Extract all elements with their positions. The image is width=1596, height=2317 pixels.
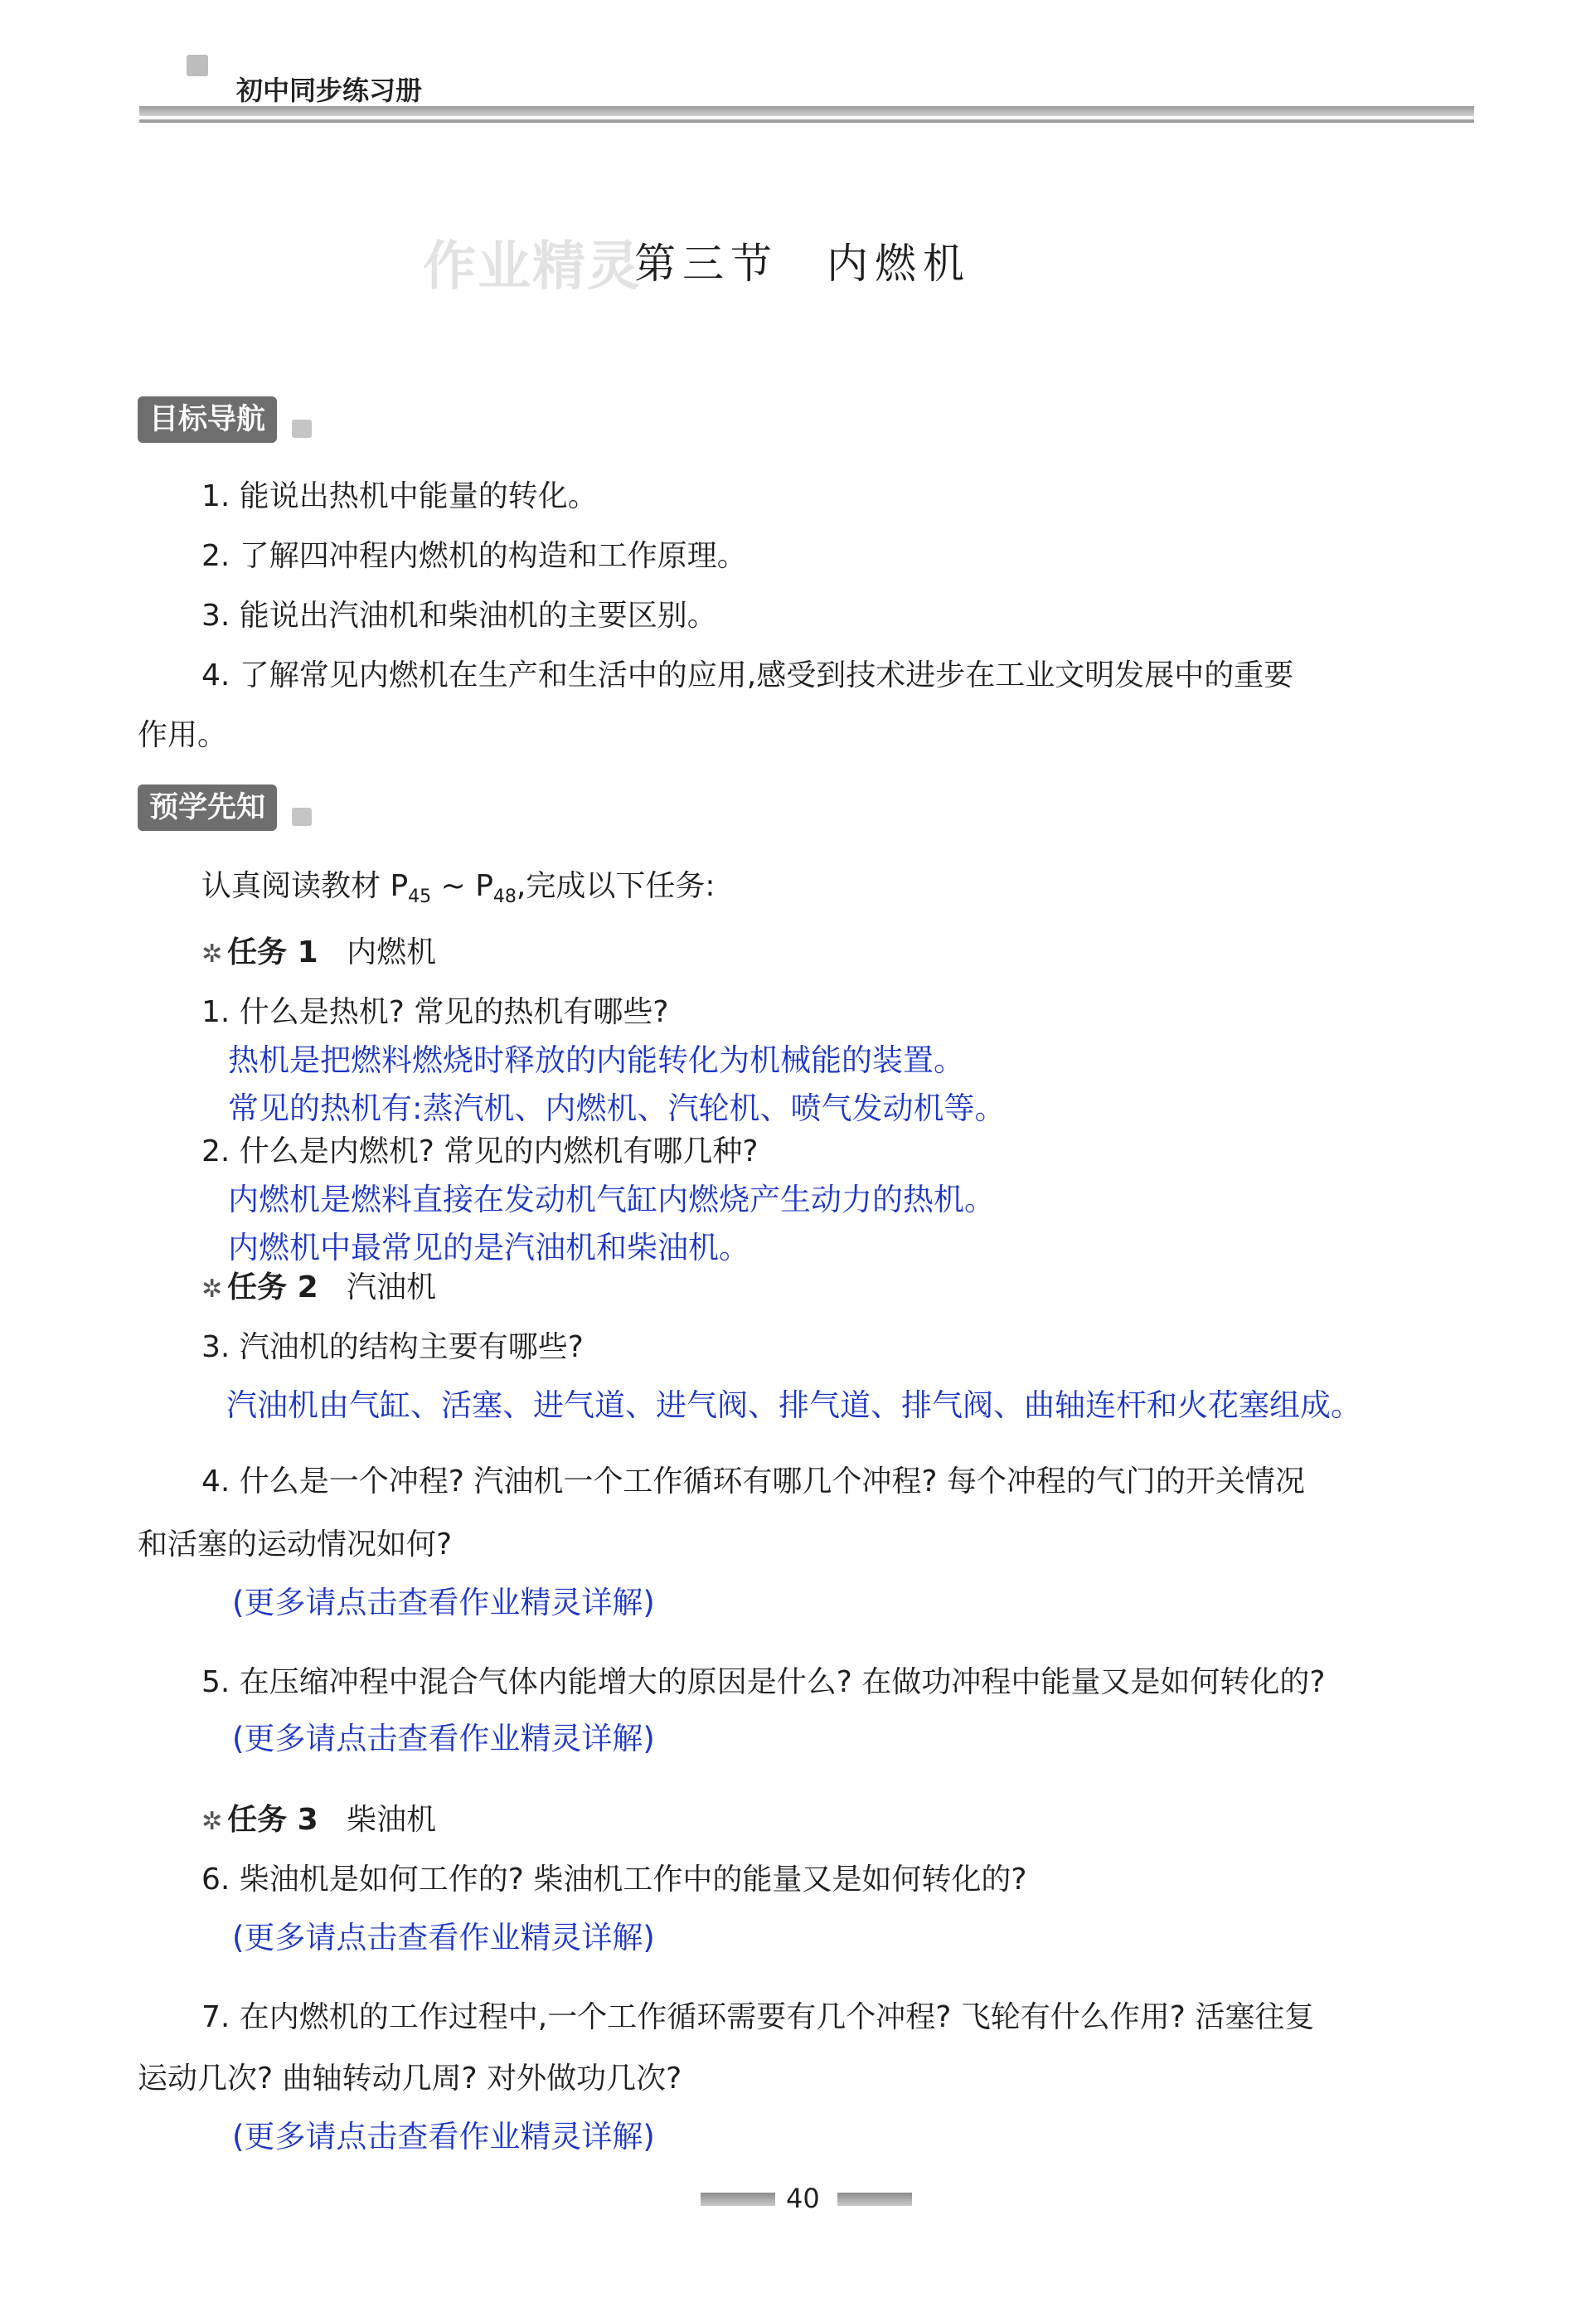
section-tag-preview: 预学先知	[138, 784, 277, 831]
header-divider	[139, 119, 1474, 123]
goal-item: 4. 了解常见内燃机在生产和生活中的应用,感受到技术进步在工业文明发展中的重要	[201, 658, 1294, 692]
chapter-title: 第三节 内燃机	[634, 240, 971, 288]
tag-decoration	[292, 420, 312, 438]
more-details-link[interactable]: (更多请点击查看作业精灵详解)	[232, 2119, 655, 2154]
goal-item: 2. 了解四冲程内燃机的构造和工作原理。	[201, 539, 747, 573]
more-details-link[interactable]: (更多请点击查看作业精灵详解)	[232, 1920, 655, 1955]
answer-1-line-2: 常见的热机有:蒸汽机、内燃机、汽轮机、喷气发动机等。	[228, 1090, 1006, 1126]
section-tag-goals: 目标导航	[138, 396, 277, 443]
task-heading: ✲ 任务 3 柴油机	[201, 1803, 437, 1837]
goal-item: 3. 能说出汽油机和柴油机的主要区别。	[201, 599, 717, 633]
question-3: 3. 汽油机的结构主要有哪些?	[201, 1330, 584, 1364]
book-title: 初中同步练习册	[236, 75, 423, 106]
question-7-line-1: 7. 在内燃机的工作过程中,一个工作循环需要有几个冲程? 飞轮有什么作用? 活塞往复	[201, 2000, 1315, 2034]
question-2: 2. 什么是内燃机? 常见的内燃机有哪几种?	[201, 1134, 759, 1168]
question-6: 6. 柴油机是如何工作的? 柴油机工作中的能量又是如何转化的?	[201, 1863, 1027, 1897]
question-1: 1. 什么是热机? 常见的热机有哪些?	[201, 995, 669, 1029]
question-4-line-2: 和活塞的运动情况如何?	[138, 1528, 453, 1562]
task-heading: ✲ 任务 1 内燃机	[201, 935, 437, 969]
footer-bar-right	[837, 2193, 912, 2206]
question-4-line-1: 4. 什么是一个冲程? 汽油机一个工作循环有哪几个冲程? 每个冲程的气门的开关情况	[201, 1465, 1305, 1499]
answer-2-line-1: 内燃机是燃料直接在发动机气缸内燃烧产生动力的热机。	[228, 1182, 995, 1217]
answer-1-line-1: 热机是把燃料燃烧时释放的内能转化为机械能的装置。	[228, 1042, 964, 1078]
question-7-line-2: 运动几次? 曲轴转动几周? 对外做功几次?	[138, 2062, 682, 2096]
preview-intro: 认真阅读教材 $P_{45}$ ~ $P_{48}$,完成以下任务:	[201, 869, 716, 908]
watermark: 作业精灵	[423, 236, 642, 298]
more-details-link[interactable]: (更多请点击查看作业精灵详解)	[232, 1721, 655, 1756]
answer-2-line-2: 内燃机中最常见的是汽油机和柴油机。	[228, 1230, 749, 1265]
goal-item: 作用。	[138, 718, 228, 752]
header-logo-mark	[187, 55, 208, 76]
more-details-link[interactable]: (更多请点击查看作业精灵详解)	[232, 1585, 655, 1620]
task-heading: ✲ 任务 2 汽油机	[201, 1270, 437, 1304]
goal-item: 1. 能说出热机中能量的转化。	[201, 479, 598, 513]
header-bar	[139, 106, 1474, 116]
footer-bar-left	[701, 2193, 775, 2206]
page-number: 40	[786, 2183, 820, 2214]
tag-decoration	[292, 808, 312, 826]
question-5: 5. 在压缩冲程中混合气体内能增大的原因是什么? 在做功冲程中能量又是如何转化的?	[201, 1665, 1326, 1699]
answer-3: 汽油机由气缸、活塞、进气道、进气阀、排气道、排气阀、曲轴连杆和火花塞组成。	[226, 1387, 1361, 1423]
